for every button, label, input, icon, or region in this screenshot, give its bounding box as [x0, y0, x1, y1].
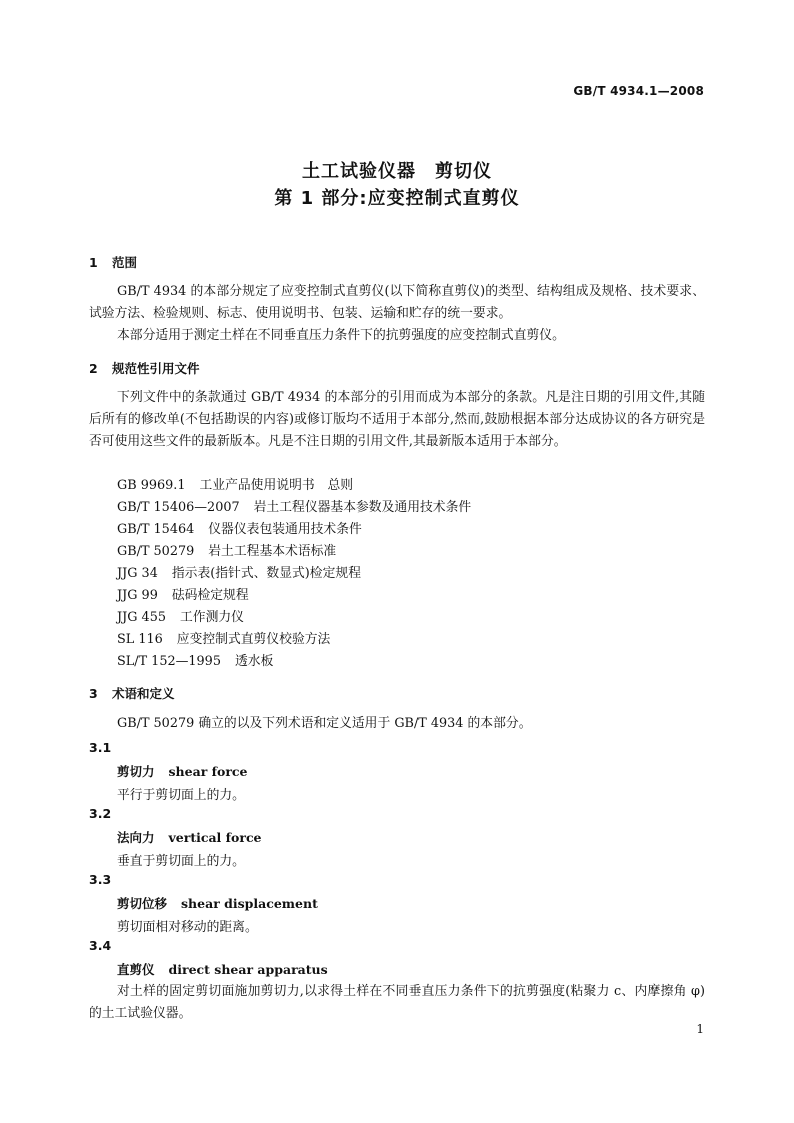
clause-number: 3.1	[89, 740, 112, 755]
reference-title: 岩土工程基本术语标准	[208, 544, 337, 559]
section-3-heading	[89, 684, 175, 702]
reference-title: 透水板	[234, 654, 274, 669]
reference-item	[117, 541, 336, 563]
reference-item	[117, 629, 330, 651]
section-number: 1	[89, 255, 98, 270]
clause-number: 3.2	[89, 806, 112, 821]
term-chinese: 直剪仪	[117, 962, 155, 977]
reference-title: 工作测力仪	[179, 610, 244, 625]
reference-code: JJG 455	[117, 610, 166, 625]
reference-item	[117, 497, 471, 519]
normative-references-paragraph: 下列文件中的条款通过 GB/T 4934 的本部分的引用而成为本部分的条款。凡是注日期的引用文件,其随后所有的修改单(不包括勘误的内容)或修订版均不适用于本部分,然而,鼓励根据本部分达成协议的各方研究是否可使用这些文件的最新版本。凡是不注日期的引用文件,其最新版本适用于本部分。	[89, 390, 705, 449]
reference-title: 岩土工程仪器基本参数及通用技术条件	[253, 500, 472, 515]
term-entry	[117, 828, 262, 846]
term-definition: 平行于剪切面上的力。	[117, 788, 245, 803]
reference-item	[117, 607, 244, 629]
section-2-heading	[89, 359, 200, 377]
term-chinese: 法向力	[117, 830, 155, 845]
terms-intro-paragraph: GB/T 50279 确立的以及下列术语和定义适用于 GB/T 4934 的本部分。	[117, 716, 532, 731]
reference-code: GB/T 50279	[117, 544, 195, 559]
scope-paragraph-2: 本部分适用于测定土样在不同垂直压力条件下的抗剪强度的应变控制式直剪仪。	[117, 328, 565, 343]
term-entry	[117, 960, 328, 978]
term-chinese: 剪切位移	[117, 896, 168, 911]
reference-code: JJG 99	[117, 588, 158, 603]
term-english: direct shear apparatus	[168, 962, 328, 977]
reference-code: GB/T 15464	[117, 522, 195, 537]
reference-code: GB/T 15406—2007	[117, 500, 240, 515]
clause-number: 3.3	[89, 872, 112, 887]
term-english: shear displacement	[181, 896, 318, 911]
section-title: 范围	[112, 255, 138, 270]
reference-item	[117, 585, 249, 607]
term-entry	[117, 762, 248, 780]
reference-title: 指示表(指针式、数显式)检定规程	[171, 566, 361, 581]
term-chinese: 剪切力	[117, 764, 155, 779]
term-english: shear force	[168, 764, 248, 779]
document-title-line2: 第 1 部分:应变控制式直剪仪	[274, 188, 520, 209]
term-entry	[117, 894, 318, 912]
term-definition: 垂直于剪切面上的力。	[117, 854, 245, 869]
section-1-heading	[89, 253, 137, 271]
section-title: 术语和定义	[112, 686, 175, 701]
reference-item	[117, 475, 353, 497]
section-title: 规范性引用文件	[112, 361, 200, 376]
standard-code: GB/T 4934.1—2008	[573, 84, 704, 98]
term-definition: 对土样的固定剪切面施加剪切力,以求得土样在不同垂直压力条件下的抗剪强度(粘聚力 c、内摩擦角 φ)的土工试验仪器。	[89, 984, 705, 1021]
term-definition: 剪切面相对移动的距离。	[117, 920, 258, 935]
reference-code: SL 116	[117, 632, 163, 647]
reference-title: 应变控制式直剪仪校验方法	[176, 632, 331, 647]
section-number: 2	[89, 361, 98, 376]
reference-item	[117, 563, 361, 585]
reference-code: SL/T 152—1995	[117, 654, 221, 669]
reference-title: 工业产品使用说明书 总则	[199, 478, 354, 493]
reference-title: 砝码检定规程	[171, 588, 249, 603]
term-english: vertical force	[168, 830, 262, 845]
reference-code: GB 9969.1	[117, 478, 186, 493]
reference-code: JJG 34	[117, 566, 158, 581]
reference-item	[117, 519, 362, 541]
document-title-line1: 土工试验仪器 剪切仪	[302, 161, 492, 182]
page-number: 1	[696, 1022, 704, 1036]
clause-number: 3.4	[89, 938, 112, 953]
section-number: 3	[89, 686, 98, 701]
reference-item	[117, 651, 273, 673]
reference-title: 仪器仪表包装通用技术条件	[208, 522, 362, 537]
scope-paragraph-1: GB/T 4934 的本部分规定了应变控制式直剪仪(以下简称直剪仪)的类型、结构组成及规格、技术要求、试验方法、检验规则、标志、使用说明书、包装、运输和贮存的统一要求。	[89, 284, 705, 321]
